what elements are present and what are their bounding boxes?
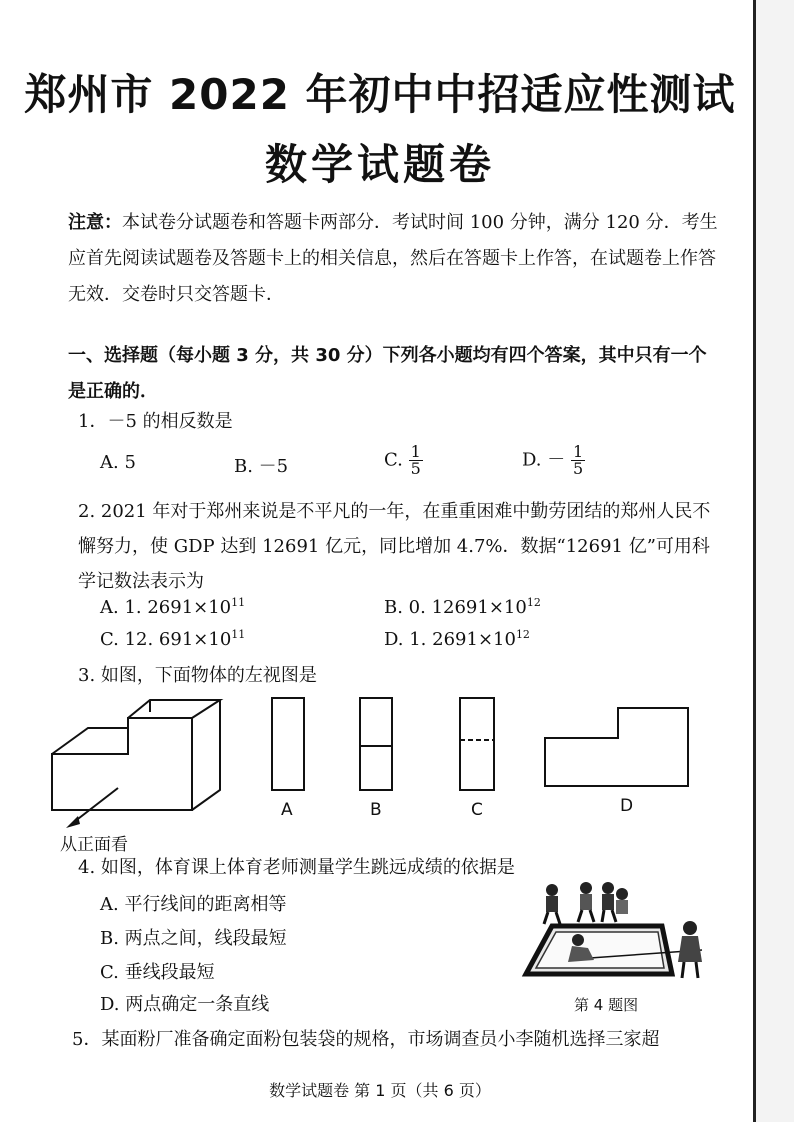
- student-c-body: [602, 894, 614, 910]
- q1-d-denominator: 5: [572, 459, 584, 478]
- front-view-arrow: [66, 788, 118, 828]
- sand-pit-inner: [536, 932, 664, 968]
- solid-upper-top-face: [128, 700, 220, 718]
- q4-figure-caption: 第 4 题图: [574, 996, 639, 1014]
- section-heading: 一、选择题（每小题 3 分，共 30 分）下列各小题均有四个答案，其中只有一个是正确的．: [68, 345, 707, 402]
- q1-option-c-fraction: [409, 444, 423, 477]
- q2-a-base: A. 1. 2691×10: [100, 597, 232, 618]
- student-c-head: [602, 882, 614, 894]
- teacher-head: [683, 921, 697, 935]
- student-b-leg-right: [590, 910, 594, 922]
- student-a-leg-left: [544, 912, 548, 924]
- q1-d-numerator: 1: [572, 442, 584, 461]
- q4-figure: [512, 878, 722, 990]
- q1-option-b: B. －5: [234, 456, 289, 477]
- q1-option-d-fraction: [571, 444, 585, 477]
- q4-option-b: B. 两点之间，线段最短: [100, 928, 287, 949]
- student-a-leg-right: [556, 912, 560, 924]
- notice-text: 本试卷分试题卷和答题卡两部分．考试时间 100 分钟，满分 120 分．考生应首先阅读试题卷及答题卡上的相关信息，然后在答题卡上作答，在试题卷上作答无效．交卷时只交答题卡．: [68, 212, 718, 305]
- q3-label-c: C: [471, 800, 483, 820]
- q3-view-c-outline: [460, 698, 494, 790]
- question-4-stem: 4. 如图，体育课上体育老师测量学生跳远成绩的依据是: [78, 857, 515, 878]
- question-1-stem: 1．－5 的相反数是: [78, 411, 233, 432]
- question-5-stem: 5．某面粉厂准备确定面粉包装袋的规格，市场调查员小李随机选择三家超: [72, 1029, 660, 1050]
- q1-option-c-prefix: C.: [384, 449, 403, 471]
- student-c-leg-left: [602, 910, 604, 922]
- question-2-stem: 2. 2021 年对于郑州来说是不平凡的一年，在重重困难中勤劳团结的郑州人民不懈努力，使 GDP 达到 12691 亿元，同比增加 4.7%．数据“12691 亿”可用科学记数法表示为: [78, 501, 711, 592]
- arrow-head: [66, 816, 80, 828]
- q1-c-numerator: 1: [410, 442, 421, 461]
- q1-option-c: [384, 444, 423, 477]
- q4-option-a: A. 平行线间的距离相等: [100, 894, 287, 915]
- q2-d-base: D. 1. 2691×10: [384, 629, 516, 650]
- q2-option-c: [100, 628, 245, 650]
- solid-right-face: [192, 700, 220, 810]
- q3-label-d: D: [620, 796, 634, 816]
- q2-a-exponent: 11: [231, 596, 246, 609]
- solid-lower-top-edge: [52, 728, 128, 754]
- exam-title: 郑州市 2022 年初中中招适应性测试: [24, 70, 736, 119]
- q1-c-denominator: 5: [410, 459, 421, 478]
- q2-c-exponent: 11: [231, 628, 246, 641]
- q3-figure: [40, 690, 720, 850]
- solid-object: [52, 700, 220, 810]
- exam-subtitle: 数学试题卷: [264, 140, 495, 189]
- student-a-head: [546, 884, 558, 896]
- q1-option-d-prefix: D. －: [522, 449, 566, 471]
- student-b-head: [580, 882, 592, 894]
- q4-option-d: D. 两点确定一条直线: [100, 994, 270, 1015]
- student-c-leg-right: [612, 910, 616, 922]
- q3-view-b-outline: [360, 698, 392, 790]
- front-view-label: 从正面看: [60, 835, 128, 855]
- q4-option-c: C. 垂线段最短: [100, 962, 215, 983]
- q2-option-b: [384, 596, 541, 618]
- student-b-leg-left: [578, 910, 582, 922]
- q2-b-base: B. 0. 12691×10: [384, 597, 527, 618]
- q3-label-a: A: [281, 800, 293, 820]
- notice-block: [68, 205, 718, 313]
- notice-label: 注意：: [68, 212, 122, 233]
- q2-b-exponent: 12: [526, 596, 541, 609]
- q2-c-base: C. 12. 691×10: [100, 629, 232, 650]
- student-head: [572, 934, 584, 946]
- students-watching: [544, 882, 628, 924]
- q3-view-c: [460, 698, 494, 790]
- q3-view-a: [272, 698, 304, 790]
- q3-view-d: [545, 708, 688, 786]
- page-footer: 数学试题卷 第 1 页（共 6 页）: [269, 1081, 491, 1100]
- student-d-head: [616, 888, 628, 900]
- teacher: [678, 921, 702, 978]
- q3-label-b: B: [370, 800, 382, 820]
- teacher-leg-left: [682, 962, 684, 978]
- teacher-body: [678, 936, 702, 962]
- q1-option-d: [522, 444, 585, 477]
- q2-d-exponent: 12: [515, 628, 530, 641]
- student-a-body: [546, 896, 558, 912]
- question-3-stem: 3. 如图，下面物体的左视图是: [78, 665, 317, 686]
- q3-view-b: [360, 698, 392, 790]
- arrow-shaft: [74, 788, 118, 822]
- scan-margin: [756, 0, 794, 1122]
- teacher-leg-right: [696, 962, 698, 978]
- student-b-body: [580, 894, 592, 910]
- solid-front-face: [52, 718, 192, 810]
- q1-option-a: A. 5: [100, 452, 136, 473]
- student-d-body: [616, 900, 628, 914]
- q2-option-a: [100, 596, 245, 618]
- q2-option-d: [384, 628, 530, 650]
